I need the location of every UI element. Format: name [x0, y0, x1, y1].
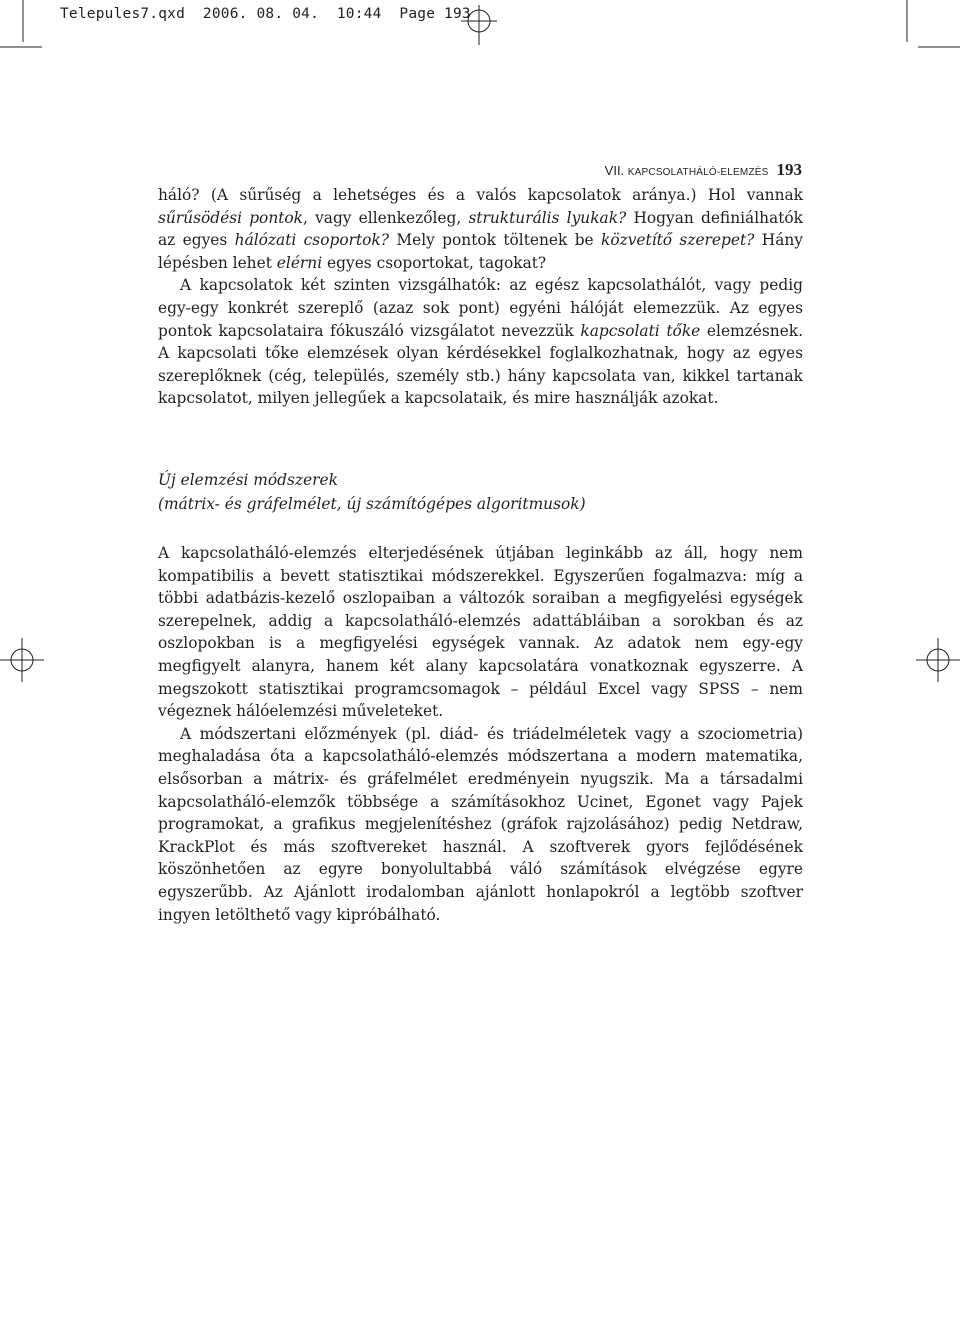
text-run: Hány lépésben lehet: [158, 231, 803, 272]
term-emphasis: sűrűsödési pontok: [158, 208, 304, 227]
term-emphasis: hálózati csoportok?: [234, 231, 389, 250]
body-text-bottom: [158, 542, 803, 926]
term-emphasis: közvetítő szerepet?: [601, 231, 755, 250]
registration-mark-top: [461, 5, 497, 45]
slug-page: Page 193: [399, 6, 471, 22]
running-head: [605, 160, 802, 180]
paragraph-2: [158, 274, 803, 410]
slug-file: Telepules7.qxd: [60, 6, 186, 22]
paragraph-1: [158, 184, 803, 274]
paragraph-3: A kapcsolatháló-elemzés elterjedésének útjában leginkább az áll, hogy nem kompatibilis a bevett statisztikai módszerekkel. Egyszerűen fogalmazva: míg a többi adatbázis-kezelő oszlopaiban a változók soraiban a megfigyelési egységek szerepelnek, addig a kapcsolatháló-elemzés adattábláiban a sorokban és az oszlopokban is a megfigyelési egységek vannak. Az adatok nem egy-egy megfigyelt alanyra, hanem két alany kapcsolatára vonatkoznak egyszerre. A megszokott statisztikai programcsomagok – például Excel vagy SPSS – nem végeznek hálóelemzési műveleteket.: [158, 544, 803, 721]
body-text-top: [158, 184, 803, 410]
section-heading-title: Új elemzési módszerek: [158, 471, 338, 489]
text-run: Mely pontok töltenek be: [388, 231, 602, 250]
section-heading: [158, 468, 803, 516]
section-heading-subtitle: (mátrix- és gráfelmélet, új számítógépes algoritmusok): [158, 495, 586, 513]
term-emphasis: kapcsolati tőke: [580, 321, 701, 340]
text-run: elemzésnek. A kapcsolati tőke elemzések olyan kérdésekkel foglalkozhatnak, hogy az egyes szereplőknek (cég, település, személy stb.) hány kapcsolata van, kikkel tartanak kapcsolatot, milyen jellegűek a kapcsolataik, és mire használják azokat.: [158, 321, 804, 408]
term-emphasis: elérni: [276, 253, 323, 272]
term-emphasis: strukturális lyukak?: [468, 208, 627, 227]
slug-time: 10:44: [336, 6, 382, 22]
text-run: egyes csoportokat, tagokat?: [322, 253, 547, 272]
chapter-title: KAPCSOLATHÁLÓ-ELEMZÉS: [627, 167, 769, 178]
registration-mark-right: [914, 638, 960, 682]
text-run: Hogyan definiálhatók az egyes: [158, 208, 803, 250]
slug-date: 2006. 08. 04.: [202, 6, 319, 22]
registration-mark-left: [0, 638, 44, 682]
chapter-number: VII.: [604, 163, 628, 178]
text-run: , vagy ellenkezőleg,: [303, 208, 469, 227]
text-run: A kapcsolatok két szinten vizsgálhatók: az egész kapcsolathálót, vagy pedig egy-egy konkrét szereplő (azaz sok pont) egyéni hálóját elemezzük. Az egyes pontok kapcsolataira fókuszáló vizsgálatot nevezzük: [158, 276, 803, 340]
page-number: 193: [776, 160, 802, 179]
text-run: háló? (A sűrűség a lehetséges és a valós kapcsolatok aránya.) Hol vannak: [158, 186, 803, 204]
paragraph-4: A módszertani előzmények (pl. diád- és triádelméletek vagy a szociometria) meghaladása óta a kapcsolatháló-elemzés módszertana a modern matematika, elsősorban a mátrix- és gráfelmélet eredményein nyugszik. Ma a társadalmi kapcsolatháló-elemzők többsége a számításokhoz Ucinet, Egonet vagy Pajek programokat, a grafikus megjelenítéshez (gráfok rajzolásához) pedig Netdraw, KrackPlot és más szoftvereket használ. A szoftverek gyors fejlődésének köszönhetően az egyre bonyolultabbá váló számítások elvégzése egyre egyszerűbb. Az Ajánlott irodalomban ajánlott honlapokról a legtöbb szoftver ingyen letölthető vagy kipróbálható.: [158, 724, 803, 924]
